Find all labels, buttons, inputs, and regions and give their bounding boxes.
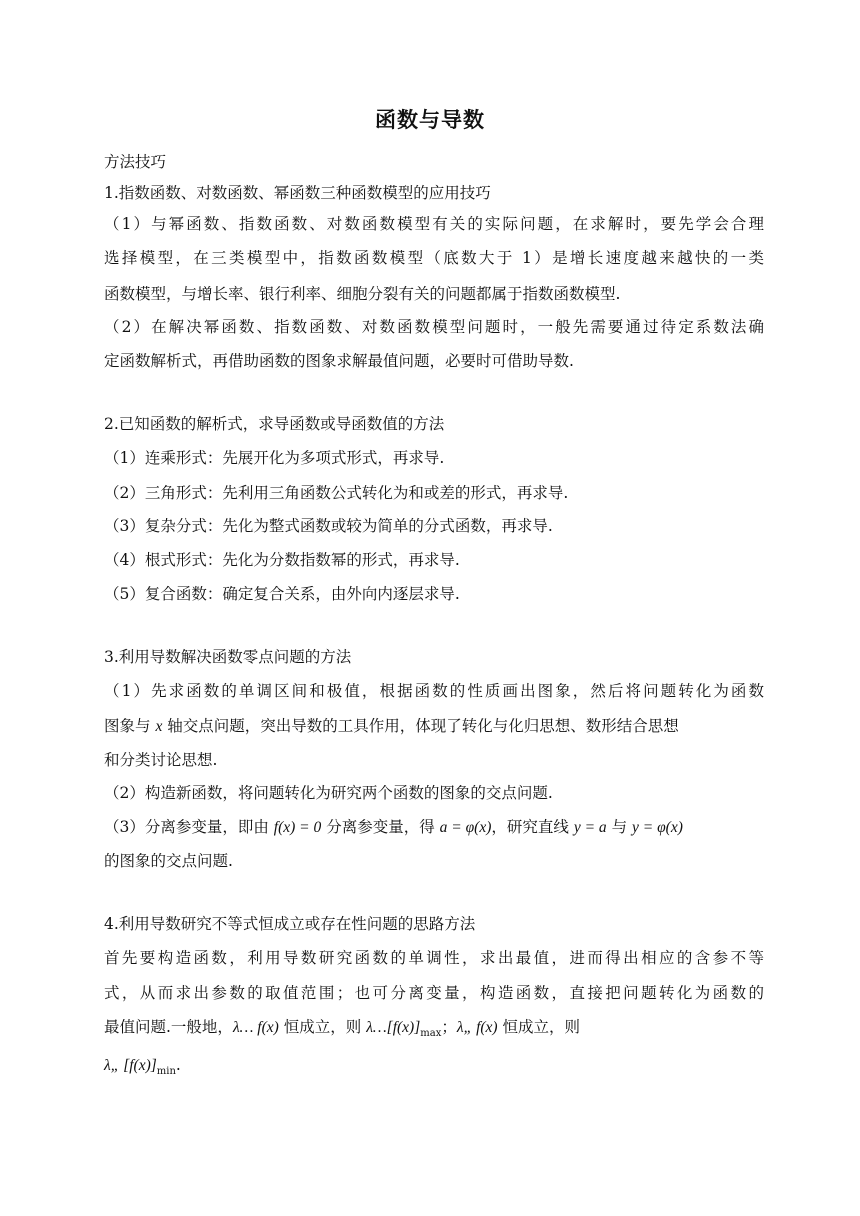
math-y-eq-phi: y = φ(x) [632, 819, 683, 836]
s4-heading: 4.利用导数研究不等式恒成立或存在性问题的思路方法 [104, 915, 476, 933]
s2-item-3: （3）复杂分式：先化为整式函数或较为简单的分式函数，再求导. [104, 517, 553, 535]
math-max-subscript: max [420, 1028, 442, 1039]
page-title: 函数与导数 [375, 107, 485, 132]
s4-l3-c: ； [441, 1018, 457, 1036]
math-lambda-ge-f: λ… f(x) [232, 1019, 279, 1036]
math-x: x [155, 718, 163, 735]
math-f-eq-zero: f(x) = 0 [273, 819, 322, 836]
s4-line3 [104, 1017, 764, 1044]
s3-p1-line1: （1）先求函数的单调区间和极值，根据函数的性质画出图象，然后将问题转化为函数 [104, 682, 764, 700]
s1-p1-line1: （1）与幂函数、指数函数、对数函数模型有关的实际问题，在求解时，要先学会合理 [104, 215, 764, 233]
s4-line2: 式，从而求出参数的取值范围；也可分离变量，构造函数，直接把问题转化为函数的 [104, 984, 764, 1002]
s1-heading: 1.指数函数、对数函数、幂函数三种函数模型的应用技巧 [104, 184, 491, 202]
s1-p2-line2: 定函数解析式，再借助函数的图象求解最值问题，必要时可借助导数. [104, 352, 574, 370]
math-a-eq-phi: a = φ(x) [439, 819, 492, 836]
s2-heading: 2.已知函数的解析式，求导函数或导函数值的方法 [104, 415, 445, 433]
s3-p3-line2: 的图象的交点问题. [104, 852, 233, 870]
s4-l4-end: . [175, 1056, 181, 1074]
math-lambda-le-min: λ„ [f(x)] [104, 1057, 157, 1074]
s4-l3-a: 最值问题.一般地， [104, 1018, 233, 1036]
s3-p1-line2-b: 轴交点问题，突出导数的工具作用，体现了转化与化归思想、数形结合思想 [162, 717, 679, 735]
s3-p1-line2 [104, 716, 764, 737]
s1-p1-line3: 函数模型，与增长率、银行利率、细胞分裂有关的问题都属于指数函数模型. [104, 285, 621, 303]
s3-p2: （2）构造新函数，将问题转化为研究两个函数的图象的交点问题. [104, 784, 553, 802]
s3-p1-line2-a: 图象与 [104, 717, 156, 735]
s4-l3-b: 恒成立，则 [278, 1018, 367, 1036]
s3-p3-d: 与 [606, 818, 633, 836]
s2-item-5: （5）复合函数：确定复合关系，由外向内逐层求导. [104, 585, 460, 603]
s2-item-2: （2）三角形式：先利用三角函数公式转化为和或差的形式，再求导. [104, 484, 569, 502]
s3-p3-c: ，研究直线 [491, 818, 574, 836]
s3-heading: 3.利用导数解决函数零点问题的方法 [104, 648, 352, 666]
s4-l3-d: 恒成立，则 [497, 1018, 581, 1036]
s4-line4 [104, 1055, 764, 1082]
s3-p1-line3: 和分类讨论思想. [104, 751, 218, 769]
s3-p3-line1 [104, 817, 764, 838]
s1-p1-line2: 选择模型，在三类模型中，指数函数模型（底数大于 1）是增长速度越来越快的一类 [104, 249, 764, 267]
s3-p3-b: 分离参变量，得 [321, 818, 440, 836]
math-y-eq-a: y = a [573, 819, 607, 836]
s3-p3-a: （3）分离参变量，即由 [104, 818, 274, 836]
math-lambda-le-f: λ„ f(x) [456, 1019, 498, 1036]
s2-item-1: （1）连乘形式：先展开化为多项式形式，再求导. [104, 449, 445, 467]
section-heading: 方法技巧 [104, 153, 167, 171]
s2-item-4: （4）根式形式：先化为分数指数幂的形式，再求导. [104, 551, 460, 569]
s1-p2-line1: （2）在解决幂函数、指数函数、对数函数模型问题时，一般先需要通过待定系数法确 [104, 318, 764, 336]
math-lambda-ge-max: λ…[f(x)] [366, 1019, 421, 1036]
math-min-subscript: min [156, 1066, 176, 1077]
s4-line1: 首先要构造函数，利用导数研究函数的单调性，求出最值，进而得出相应的含参不等 [104, 949, 764, 967]
